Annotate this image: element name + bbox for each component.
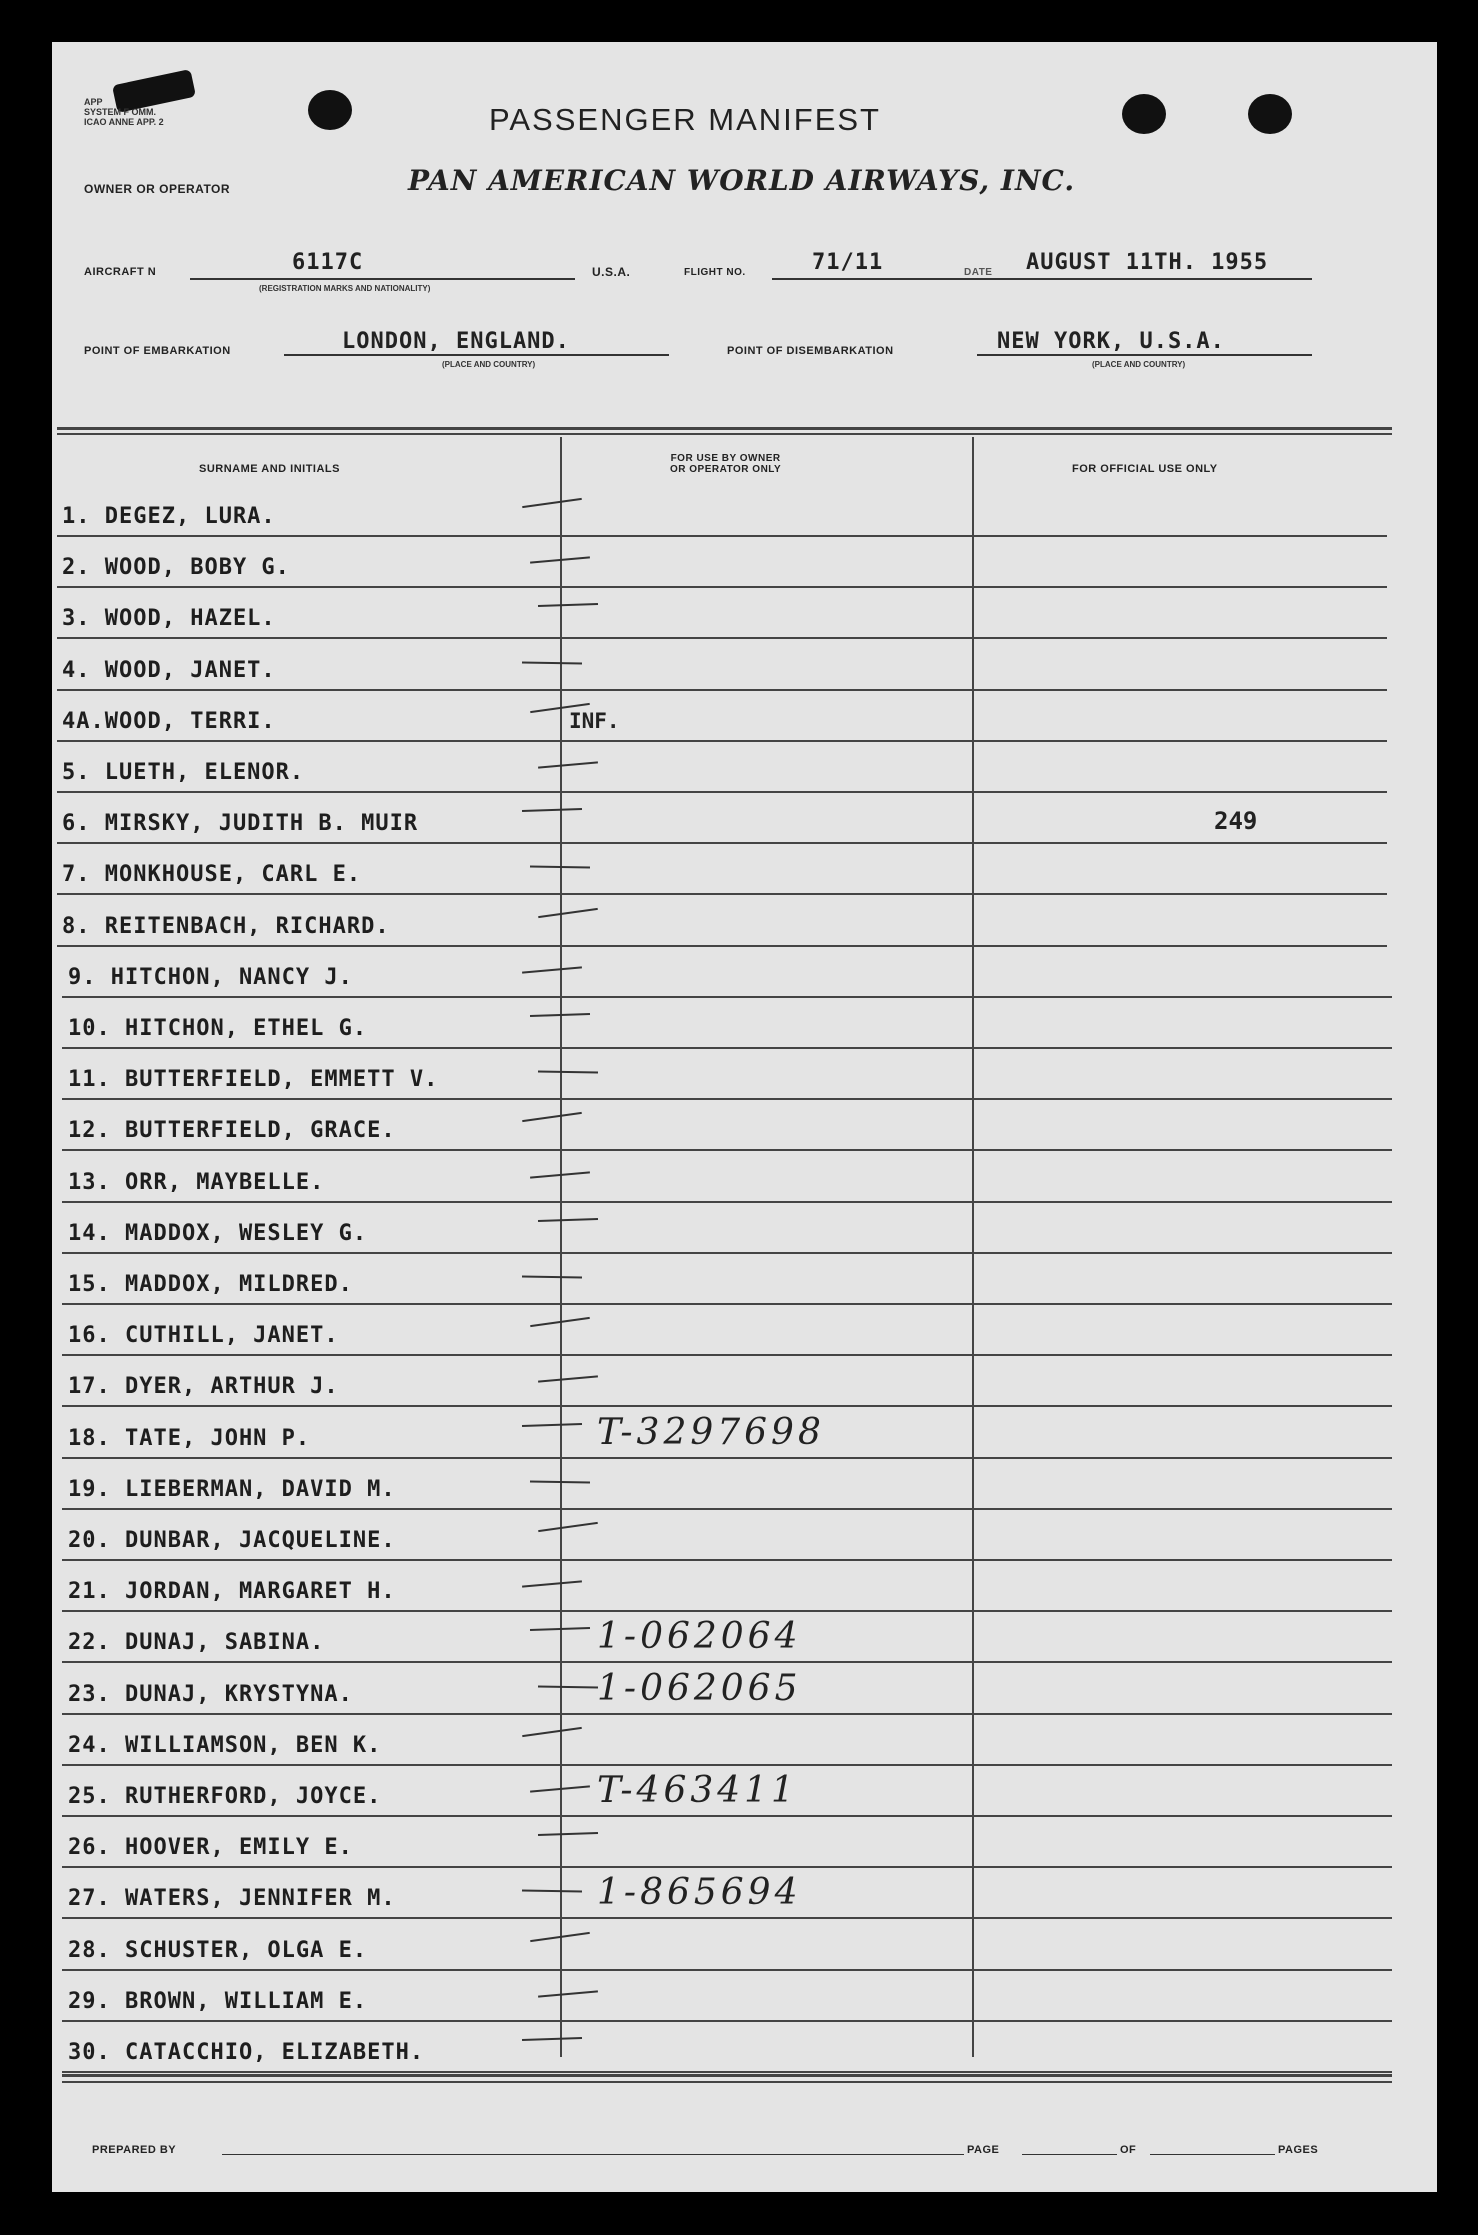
passenger-name: 22. DUNAJ, SABINA. <box>68 1630 325 1656</box>
flight-value: 71/11 <box>812 250 884 275</box>
row-rule <box>62 1815 1392 1817</box>
disembarkation-underline <box>977 354 1312 356</box>
check-mark <box>522 1727 582 1737</box>
owner-note: 1-062064 <box>597 1616 802 1658</box>
passenger-name: 24. WILLIAMSON, BEN K. <box>68 1732 382 1758</box>
page-underline <box>1022 2154 1117 2155</box>
column-divider-1 <box>560 437 562 2057</box>
owner-note: 1-062065 <box>597 1667 802 1709</box>
passenger-name: 6. MIRSKY, JUDITH B. MUIR <box>62 811 419 837</box>
row-rule <box>57 535 1387 537</box>
passenger-name: 12. BUTTERFIELD, GRACE. <box>68 1118 396 1144</box>
date-label: DATE <box>964 267 993 278</box>
passenger-name: 19. LIEBERMAN, DAVID M. <box>68 1476 396 1502</box>
passenger-name: 13. ORR, MAYBELLE. <box>68 1169 325 1195</box>
row-rule <box>62 1610 1392 1612</box>
table-bottom-rule-2 <box>62 2081 1392 2083</box>
column-header-official-use: FOR OFFICIAL USE ONLY <box>1072 463 1218 475</box>
aircraft-label: AIRCRAFT N <box>84 266 157 278</box>
check-mark <box>538 1832 598 1836</box>
row-rule <box>62 1969 1392 1971</box>
passenger-name: 11. BUTTERFIELD, EMMETT V. <box>68 1067 439 1093</box>
row-rule <box>57 842 1387 844</box>
owner-label: OWNER OR OPERATOR <box>84 182 231 196</box>
date-underline <box>1007 278 1312 280</box>
embarkation-label: POINT OF EMBARKATION <box>84 345 231 357</box>
row-rule <box>62 1098 1392 1100</box>
passenger-name: 21. JORDAN, MARGARET H. <box>68 1579 396 1605</box>
owner-value: PAN AMERICAN WORLD AIRWAYS, INC. <box>408 164 1076 197</box>
row-rule <box>62 1047 1392 1049</box>
passenger-name: 17. DYER, ARTHUR J. <box>68 1374 339 1400</box>
row-rule <box>62 1866 1392 1868</box>
owner-note: T-3297698 <box>597 1411 825 1453</box>
table-top-rule <box>57 427 1392 430</box>
punch-hole <box>1248 94 1292 134</box>
official-note: 249 <box>1214 807 1258 836</box>
row-rule <box>57 740 1387 742</box>
row-rule <box>62 1303 1392 1305</box>
row-rule <box>57 637 1387 639</box>
check-mark <box>530 1480 590 1483</box>
row-rule <box>57 893 1387 895</box>
embarkation-underline <box>284 354 669 356</box>
page-label: PAGE <box>967 2144 1000 2156</box>
disembarkation-label: POINT OF DISEMBARKATION <box>727 345 894 357</box>
owner-note: 1-865694 <box>597 1872 802 1914</box>
table-top-rule-2 <box>57 433 1392 435</box>
check-mark <box>538 1218 598 1222</box>
passenger-name: 30. CATACCHIO, ELIZABETH. <box>68 2040 425 2065</box>
passenger-name: 27. WATERS, JENNIFER M. <box>68 1886 396 1912</box>
check-mark <box>538 603 598 607</box>
passenger-name: 10. HITCHON, ETHEL G. <box>68 1016 368 1041</box>
passenger-name: 2. WOOD, BOBY G. <box>62 555 290 581</box>
passenger-name: 28. SCHUSTER, OLGA E. <box>68 1937 368 1963</box>
aircraft-underline <box>190 278 575 280</box>
table-bottom-rule <box>62 2074 1392 2077</box>
passenger-name: 1. DEGEZ, LURA. <box>62 504 276 529</box>
passenger-name: 23. DUNAJ, KRYSTYNA. <box>68 1681 353 1707</box>
check-mark <box>522 808 582 812</box>
punch-hole <box>308 90 352 130</box>
row-rule <box>62 1201 1392 1203</box>
row-rule <box>62 1713 1392 1715</box>
usa-label: U.S.A. <box>592 265 631 279</box>
embarkation-caption: (PLACE AND COUNTRY) <box>442 360 536 369</box>
passenger-name: 7. MONKHOUSE, CARL E. <box>62 862 362 888</box>
prepared-by-underline <box>222 2154 964 2155</box>
passenger-name: 15. MADDOX, MILDRED. <box>68 1272 353 1297</box>
check-mark <box>522 1581 582 1588</box>
passenger-name: 20. DUNBAR, JACQUELINE. <box>68 1528 396 1553</box>
passenger-name: 18. TATE, JOHN P. <box>68 1425 311 1451</box>
flight-label: FLIGHT NO. <box>684 267 746 278</box>
row-rule <box>62 1661 1392 1663</box>
aircraft-value: 6117C <box>292 250 364 275</box>
pages-label: PAGES <box>1278 2144 1319 2156</box>
row-rule <box>62 1354 1392 1356</box>
check-mark <box>538 1685 598 1688</box>
of-underline <box>1150 2154 1275 2155</box>
check-mark <box>522 2037 582 2041</box>
check-mark <box>522 1890 582 1893</box>
row-rule <box>62 996 1392 998</box>
check-mark <box>522 1275 582 1278</box>
passenger-name: 26. HOOVER, EMILY E. <box>68 1835 353 1861</box>
row-rule <box>62 1559 1392 1561</box>
row-rule <box>57 791 1387 793</box>
passenger-name: 14. MADDOX, WESLEY G. <box>68 1220 368 1246</box>
embarkation-value: LONDON, ENGLAND. <box>342 329 570 354</box>
row-rule <box>62 1252 1392 1254</box>
passenger-name: 9. HITCHON, NANCY J. <box>68 964 353 990</box>
row-rule <box>62 2020 1392 2022</box>
check-mark <box>538 1376 598 1383</box>
form-reference: APP SYSTEM F OMM. ICAO ANNE APP. 2 <box>84 97 164 127</box>
check-mark <box>538 1990 598 1997</box>
check-mark <box>538 761 598 768</box>
aircraft-caption: (REGISTRATION MARKS AND NATIONALITY) <box>259 284 431 293</box>
column-divider-2 <box>972 437 974 2057</box>
passenger-name: 8. REITENBACH, RICHARD. <box>62 913 390 939</box>
passenger-name: 4. WOOD, JANET. <box>62 657 276 683</box>
row-rule <box>57 945 1387 947</box>
row-rule <box>62 1508 1392 1510</box>
passenger-name: 3. WOOD, HAZEL. <box>62 606 276 632</box>
row-rule <box>62 1764 1392 1766</box>
page-title: PASSENGER MANIFEST <box>489 102 881 137</box>
disembarkation-caption: (PLACE AND COUNTRY) <box>1092 360 1186 369</box>
column-header-owner-use: FOR USE BY OWNER OR OPERATOR ONLY <box>670 453 782 475</box>
check-mark <box>538 1522 598 1532</box>
check-mark <box>522 1112 582 1122</box>
row-rule <box>62 1457 1392 1459</box>
check-mark <box>538 1071 598 1074</box>
passenger-name: 25. RUTHERFORD, JOYCE. <box>68 1784 382 1809</box>
passenger-name: 16. CUTHILL, JANET. <box>68 1323 339 1349</box>
passenger-name: 5. LUETH, ELENOR. <box>62 760 305 785</box>
row-rule <box>62 1405 1392 1407</box>
punch-hole <box>1122 94 1166 134</box>
check-mark <box>538 907 598 917</box>
disembarkation-value: NEW YORK, U.S.A. <box>997 329 1225 354</box>
check-mark <box>522 1423 582 1427</box>
row-rule <box>62 2071 1392 2073</box>
check-mark <box>522 966 582 973</box>
prepared-by-label: PREPARED BY <box>92 2144 177 2156</box>
owner-note: INF. <box>569 708 620 733</box>
of-label: OF <box>1120 2144 1137 2156</box>
row-rule <box>57 689 1387 691</box>
date-value: AUGUST 11TH. 1955 <box>1026 250 1269 275</box>
check-mark <box>522 661 582 664</box>
manifest-sheet <box>52 42 1437 2192</box>
check-mark <box>522 498 582 508</box>
passenger-name: 29. BROWN, WILLIAM E. <box>68 1988 368 2014</box>
column-header-surname: SURNAME AND INITIALS <box>199 463 340 475</box>
row-rule <box>62 1149 1392 1151</box>
passenger-name: 4A.WOOD, TERRI. <box>62 708 276 734</box>
row-rule <box>57 586 1387 588</box>
owner-note: T-463411 <box>597 1770 798 1811</box>
flight-underline <box>772 278 1012 280</box>
row-rule <box>62 1917 1392 1919</box>
